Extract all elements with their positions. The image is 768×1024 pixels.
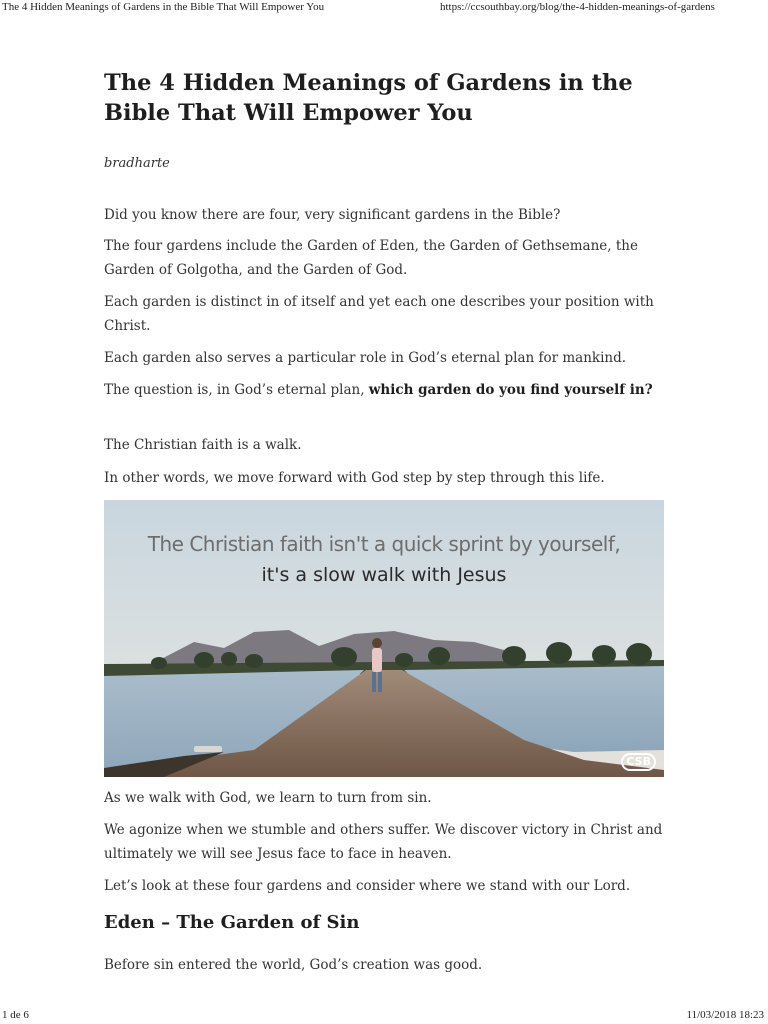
article-title: The 4 Hidden Meanings of Gardens in the Bible That Will Empower You <box>104 70 633 126</box>
paragraph-8: As we walk with God, we learn to turn from sin. <box>104 790 432 806</box>
print-footer-page: 1 de 6 <box>2 1009 29 1021</box>
print-header-title: The 4 Hidden Meanings of Gardens in the Bible That Will Empower You <box>2 1 325 13</box>
section-heading-eden: Eden – The Garden of Sin <box>104 912 360 933</box>
paragraph-4: Each garden also serves a particular role in God’s eternal plan for mankind. <box>104 350 627 366</box>
paragraph-10: Let’s look at these four gardens and consider where we stand with our Lord. <box>104 878 631 894</box>
article-author: bradharte <box>104 156 170 171</box>
paragraph-1: Did you know there are four, very significant gardens in the Bible? <box>104 207 561 223</box>
paragraph-5-bold: which garden do you find yourself in? <box>368 382 653 398</box>
paragraph-5 <box>104 379 664 403</box>
image-caption-line-1: The Christian faith isn't a quick sprint by yourself, <box>147 532 621 556</box>
paragraph-3: Each garden is distinct in of itself and yet each one describes your position with Christ. <box>104 294 654 334</box>
paragraph-2: The four gardens include the Garden of Eden, the Garden of Gethsemane, the Garden of Golgotha, and the Garden of God. <box>104 238 638 278</box>
paragraph-6: The Christian faith is a walk. <box>104 437 302 453</box>
paragraph-11: Before sin entered the world, God’s creation was good. <box>104 957 483 973</box>
image-caption-line-2: it's a slow walk with Jesus <box>261 564 507 586</box>
csb-logo: CSB <box>621 753 656 771</box>
print-header-url: https://ccsouthbay.org/blog/the-4-hidden-meanings-of-gardens <box>440 1 715 13</box>
print-footer-datetime: 11/03/2018 18:23 <box>686 1009 764 1021</box>
article-image <box>104 500 664 777</box>
paragraph-5-text: The question is, in God’s eternal plan, <box>104 382 369 398</box>
paragraph-9: We agonize when we stumble and others suffer. We discover victory in Christ and ultimately we will see Jesus face to face in heaven. <box>104 822 663 862</box>
paragraph-7: In other words, we move forward with God step by step through this life. <box>104 470 605 486</box>
